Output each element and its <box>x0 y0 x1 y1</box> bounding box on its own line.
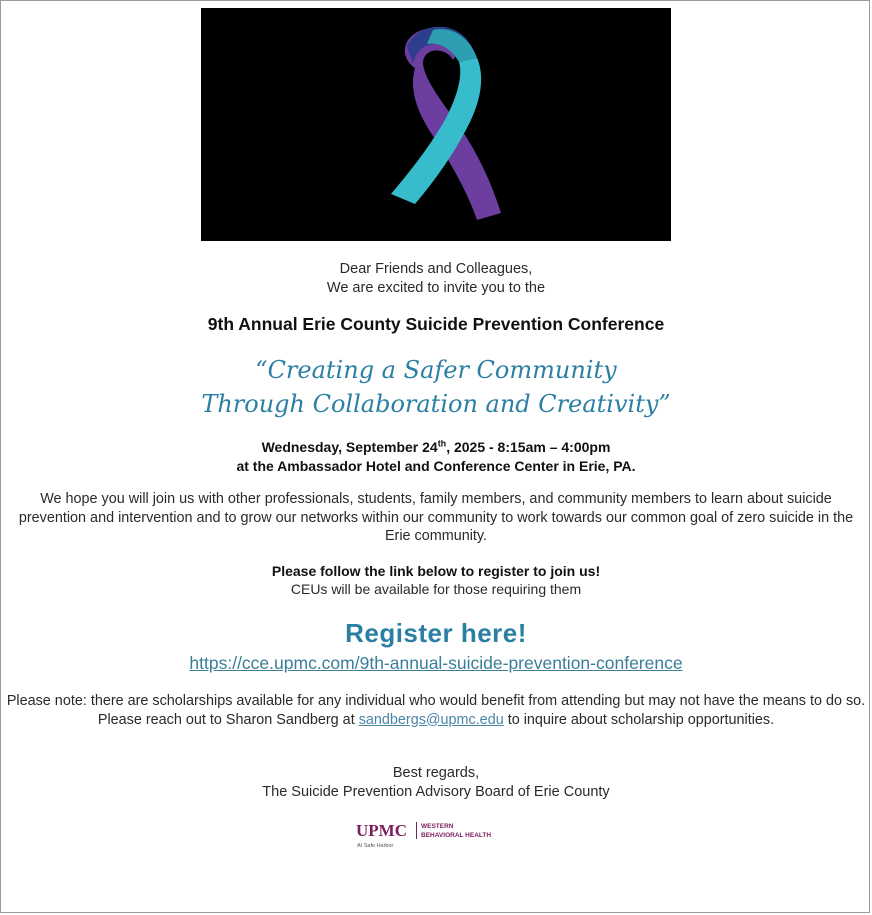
closing-line-2: The Suicide Prevention Advisory Board of Erie County <box>262 784 610 800</box>
event-date-prefix: Wednesday, September 24 <box>261 439 438 455</box>
awareness-ribbon-image <box>201 8 671 241</box>
greeting-line-1: Dear Friends and Colleagues, <box>339 261 533 277</box>
logo-sub: At Safe Harbor <box>357 843 394 849</box>
call-to-action: Please follow the link below to register to join us! <box>271 563 601 579</box>
greeting <box>1 260 871 298</box>
logo-line-2: BEHAVIORAL HEALTH <box>421 832 492 839</box>
scholarship-note <box>1 692 871 729</box>
register-heading: Register here! <box>345 618 527 648</box>
register-link[interactable]: https://cce.upmc.com/9th-annual-suicide-prevention-conference <box>189 653 683 673</box>
tagline-line-2: Through Collaboration and Creativity” <box>201 390 671 418</box>
event-date <box>1 438 871 457</box>
closing-line-1: Best regards, <box>392 765 480 781</box>
contact-email-link[interactable]: sandbergs@upmc.edu <box>358 711 504 728</box>
greeting-line-2: We are excited to invite you to the <box>326 280 546 296</box>
logo-brand: UPMC <box>356 821 407 840</box>
note-text: Please note: there are scholarships available for any individual who would benefit from attending but may not have the means to do so. Please reach out to Sharon Sandberg at <box>6 693 866 728</box>
closing <box>1 764 871 802</box>
event-details <box>1 438 871 476</box>
register-link-row <box>1 653 871 674</box>
conference-title: 9th Annual Erie County Suicide Prevention Conference <box>207 314 665 334</box>
event-date-suffix: th <box>437 438 447 449</box>
intro-paragraph: We hope you will join us with other professionals, students, family members, and community members to learn about suicide prevention and intervention and to grow our networks within our community to work towards our common goal of zero suicide in the Erie community. <box>18 491 854 544</box>
upmc-logo <box>356 819 526 851</box>
tagline-line-1: “Creating a Safer Community <box>255 356 617 384</box>
logo-line-1: WESTERN <box>421 823 454 830</box>
ceu-note: CEUs will be available for those requiring them <box>290 581 582 597</box>
event-date-time: , 2025 - 8:15am – 4:00pm <box>446 439 611 455</box>
note-text-end: to inquire about scholarship opportunities. <box>503 711 775 728</box>
tagline <box>1 353 871 421</box>
event-location: at the Ambassador Hotel and Conference Center in Erie, PA. <box>236 458 636 474</box>
ribbon-icon <box>201 8 671 241</box>
